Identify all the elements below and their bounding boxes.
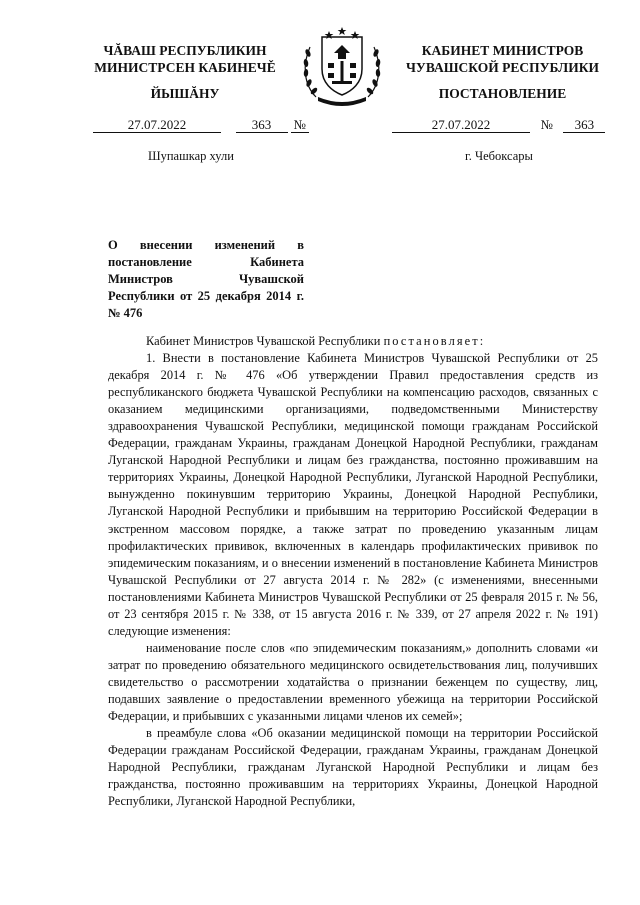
registration-right bbox=[392, 117, 605, 135]
document-title: О внесении изменений в постановление Кабинета Министров Чувашской Республики от 25 декабря 2014 г. № 476 bbox=[108, 238, 304, 320]
coat-of-arms-emblem bbox=[296, 23, 388, 107]
paragraph-1: 1. Внести в постановление Кабинета Министров Чувашской Республики от 25 декабря 2014 г. № 476 «Об утверждении Правил предоставления средств из республиканского бюджета Чувашской Республики на компенсацию расходов, связанных с оказанием медицинскими организациями, подведомственными Министерству здравоохранения Чувашской Республики, медицинской помощи гражданам Российской Федерации, гражданам Украины, гражданам Донецкой Народной Республики, гражданам Луганской Народной Республики и лицам без гражданства, постоянно проживавшим на территориях Украины, Донецкой Народной Республики, Луганской Народной Республики, вынужденно покинувшим территорию Украины, Донецкой Народной Республики, Луганской Народной Республики и прибывшим на территорию Российской Федерации в экстренном массовом порядке, а также затрат по проведению указанным лицам профилактических прививок, включенных в календарь профилактических прививок по эпидемическим показаниям, и о внесении изменений в постановление Кабинета Министров Чувашской Республики от 27 августа 2014 г. № 282» (с изменениями, внесенными постановлениями Кабинета Министров Чувашской Республики от 25 февраля 2015 г. № 56, от 23 сентября 2015 г. № 338, от 15 августа 2016 г. № 339, от 27 апреля 2022 г. № 191) следующие изменения: bbox=[108, 351, 598, 638]
header-left bbox=[75, 42, 295, 76]
place-right: г. Чебоксары bbox=[465, 149, 533, 163]
registration-date-left: 27.07.2022 bbox=[93, 117, 221, 133]
doc-kind-right: ПОСТАНОВЛЕНИЕ bbox=[438, 86, 567, 101]
registration-no-sign-right: № bbox=[540, 117, 553, 132]
document-body bbox=[108, 333, 598, 810]
header-right-line2: ЧУВАШСКОЙ РЕСПУБЛИКИ bbox=[406, 60, 599, 75]
registration-number-right: 363 bbox=[563, 117, 605, 133]
paragraph-2: наименование после слов «по эпидемическим показаниям,» дополнить словами «и затрат по проведению обязательного медицинского освидетельствования лиц, получивших свидетельство о рассмотрении ходатайства о признании беженцем по существу, лиц, подавших заявление о предоставлении временного убежища на территории Российской Федерации, и прибывших с указанными лицами членов их семей»; bbox=[108, 640, 598, 724]
doc-kind-left: ЙЫШĂНУ bbox=[150, 86, 220, 101]
header-right-line1: КАБИНЕТ МИНИСТРОВ bbox=[421, 43, 584, 58]
registration-date-right: 27.07.2022 bbox=[392, 117, 530, 133]
header-right bbox=[385, 42, 620, 76]
intro-paragraph bbox=[108, 333, 598, 350]
decree-word: постановляет: bbox=[383, 334, 486, 348]
paragraph-3: в преамбуле слова «Об оказании медицинской помощи на территории Российской Федерации гражданам Российской Федерации, гражданам Украины, гражданам Донецкой Народной Республики, гражданам Луганской Народной Республики и лицам без гражданства, постоянно проживавшим на территориях Украины, Донецкой Народной Республики, Луганской Народной Республики, bbox=[108, 726, 598, 809]
intro-text: Кабинет Министров Чувашской Республики bbox=[146, 334, 381, 348]
place-left: Шупашкар хули bbox=[148, 149, 234, 163]
header-left-line2: МИНИСТРСЕН КАБИНЕЧĚ bbox=[94, 60, 276, 75]
registration-no-sign-left: № bbox=[291, 117, 309, 133]
registration-left bbox=[93, 117, 309, 135]
registration-number-left: 363 bbox=[236, 117, 288, 133]
header-left-line1: ЧĂВАШ РЕСПУБЛИКИН bbox=[103, 43, 267, 58]
